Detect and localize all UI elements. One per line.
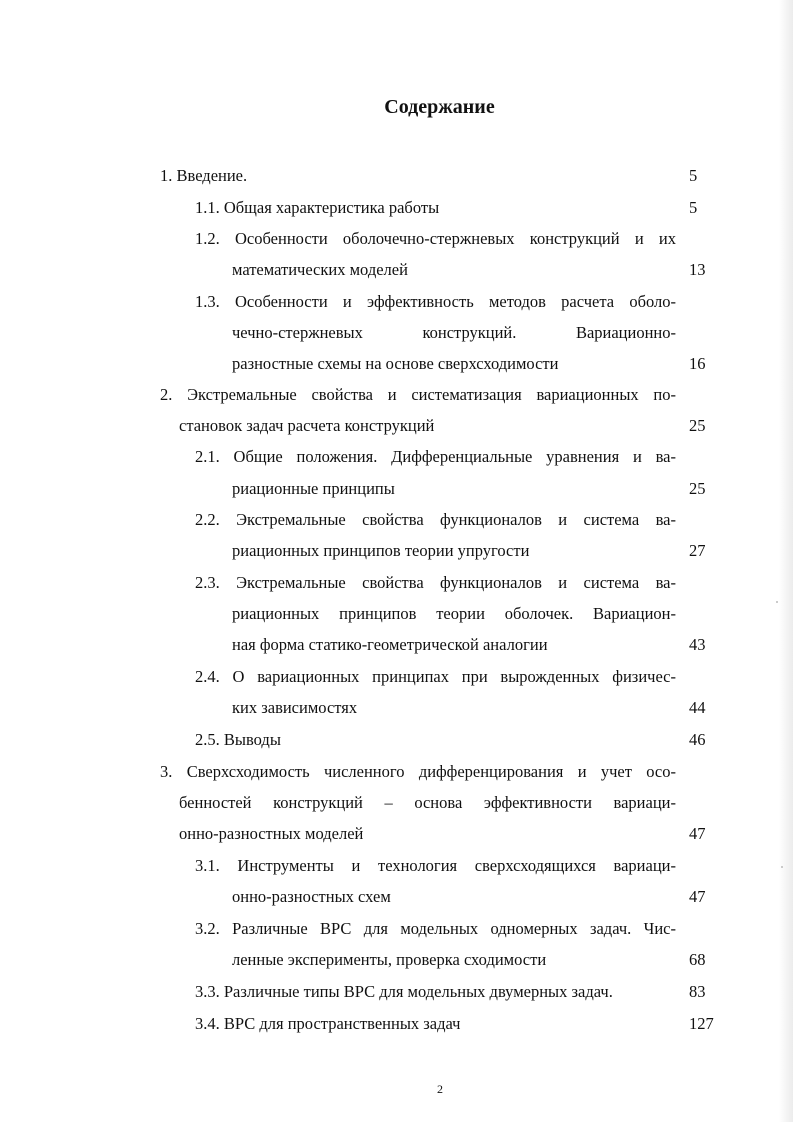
toc-entry-title: 2. Экстремальные свойства и систематизация вариационных по- [160, 385, 676, 404]
toc-entry-title: 1. Введение. [160, 166, 248, 185]
toc-entry-title: 2.5. Выводы [195, 730, 281, 749]
toc-entry-continuation: разностные схемы на основе сверхсходимости [232, 354, 559, 373]
toc-entry-page-number: 27 [689, 541, 706, 560]
toc-entry-title: 3.3. Различные типы ВРС для модельных двумерных задач. [195, 982, 613, 1001]
toc-entry-continuation: риационные принципы [232, 479, 395, 498]
toc-entry-continuation: бенностей конструкций – основа эффективности вариаци- [179, 793, 676, 812]
toc-entry-continuation: ких зависимостях [232, 698, 358, 717]
toc-entry-page-number: 44 [689, 698, 706, 717]
toc-entry-title: 3.1. Инструменты и технология сверхсходящихся вариаци- [195, 856, 676, 875]
toc-entry-title: 1.1. Общая характеристика работы [195, 198, 440, 217]
toc-entry-title: 3. Сверхсходимость численного дифференцирования и учет осо- [160, 762, 676, 781]
toc-entry-page-number: 5 [689, 198, 698, 217]
toc-entry-title: 2.3. Экстремальные свойства функционалов и система ва- [195, 573, 676, 592]
page-title: Содержание [384, 96, 495, 118]
page-edge-shadow [779, 0, 793, 1122]
toc-entry-continuation: риационных принципов теории оболочек. Вариацион- [232, 604, 676, 623]
scan-speck [776, 601, 778, 603]
toc-entry-continuation: онно-разностных моделей [179, 824, 364, 843]
toc-entry-continuation: онно-разностных схем [232, 887, 391, 906]
toc-entry-continuation: ленные эксперименты, проверка сходимости [232, 950, 547, 969]
toc-entry-title: 2.2. Экстремальные свойства функционалов и система ва- [195, 510, 676, 529]
page-number: 2 [437, 1082, 443, 1096]
toc-entry-page-number: 46 [689, 730, 706, 749]
toc-entry-title: 2.4. О вариационных принципах при вырожденных физичес- [195, 667, 676, 686]
toc-entry-continuation: риационных принципов теории упругости [232, 541, 530, 560]
toc-entry-page-number: 47 [689, 887, 706, 906]
toc-entry-page-number: 127 [689, 1014, 714, 1033]
toc-entry-page-number: 13 [689, 260, 706, 279]
toc-entry-page-number: 25 [689, 479, 706, 498]
toc-entry-page-number: 47 [689, 824, 706, 843]
scan-speck [781, 866, 783, 868]
toc-entry-page-number: 83 [689, 982, 706, 1001]
toc-entry-continuation: математических моделей [232, 260, 408, 279]
toc-entry-title: 1.2. Особенности оболочечно-стержневых конструкций и их [195, 229, 676, 248]
toc-entry-continuation: чечно-стержневых конструкций. Вариационно- [232, 323, 676, 342]
toc-entry-continuation: ная форма статико-геометрической аналогии [232, 635, 548, 654]
toc-entry-title: 2.1. Общие положения. Дифференциальные уравнения и ва- [195, 447, 676, 466]
toc-entry-page-number: 16 [689, 354, 706, 373]
toc-entry-title: 3.4. ВРС для пространственных задач [195, 1014, 461, 1033]
toc-entry-continuation: становок задач расчета конструкций [179, 416, 435, 435]
toc-entry-title: 1.3. Особенности и эффективность методов расчета оболо- [195, 292, 676, 311]
toc-entry-page-number: 68 [689, 950, 706, 969]
toc-entry-title: 3.2. Различные ВРС для модельных одномерных задач. Чис- [195, 919, 676, 938]
toc-entry-page-number: 25 [689, 416, 706, 435]
toc-entry-page-number: 5 [689, 166, 698, 185]
toc-entry-page-number: 43 [689, 635, 706, 654]
